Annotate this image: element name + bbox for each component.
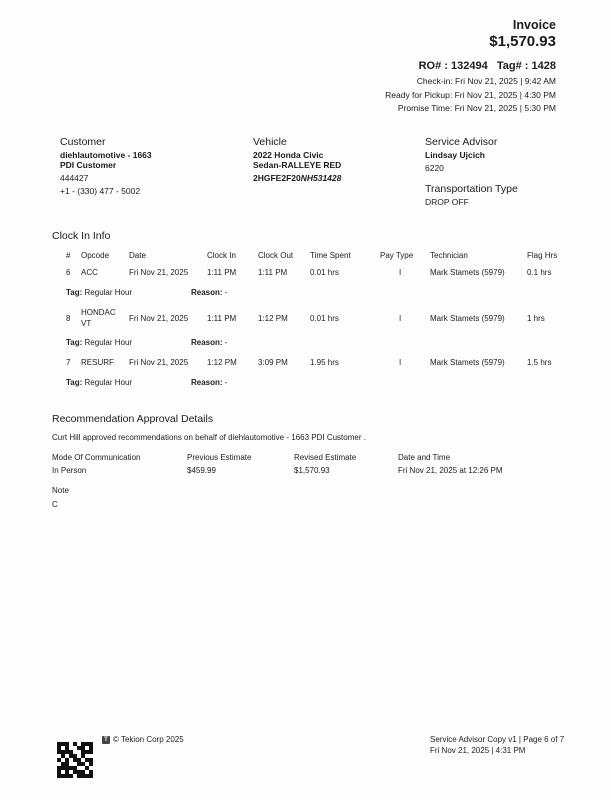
note-label: Note <box>52 486 69 495</box>
row-tag <box>66 338 132 347</box>
col-technician: Technician <box>430 251 468 260</box>
note-value: C <box>52 500 58 509</box>
reason-value: - <box>224 338 228 347</box>
copyright: © Tekion Corp 2025 <box>113 735 184 744</box>
row-time-spent: 1.95 hrs <box>310 358 339 367</box>
row-clock-in: 1:12 PM <box>207 358 237 367</box>
datetime-value: Fri Nov 21, 2025 at 12:26 PM <box>398 466 503 475</box>
row-num: 7 <box>66 358 71 367</box>
customer-heading: Customer <box>60 136 106 148</box>
revised-estimate-label: Revised Estimate <box>294 453 357 462</box>
advisor-name: Lindsay Ujcich <box>425 150 485 160</box>
invoice-total: $1,570.93 <box>489 33 556 50</box>
previous-estimate-value: $459.99 <box>187 466 216 475</box>
row-clock-out: 1:11 PM <box>258 268 288 277</box>
col-opcode: Opcode <box>81 251 110 260</box>
row-opcode: ACC <box>81 268 98 277</box>
copy-info: Service Advisor Copy v1 | Page 6 of 7 <box>430 735 565 744</box>
row-pay-type: I <box>399 314 402 323</box>
tag-value: Regular Hour <box>84 378 133 387</box>
recommendation-title: Recommendation Approval Details <box>52 413 214 425</box>
reason-label: Reason: <box>191 378 223 387</box>
col-flag-hrs: Flag Hrs <box>527 251 558 260</box>
row-clock-in: 1:11 PM <box>207 314 237 323</box>
row-time-spent: 0.01 hrs <box>310 268 339 277</box>
col-clock-out: Clock Out <box>258 251 294 260</box>
row-technician: Mark Stamets (5979) <box>430 358 505 367</box>
row-technician: Mark Stamets (5979) <box>430 268 505 277</box>
row-clock-in: 1:11 PM <box>207 268 237 277</box>
ro-tag-line: RO# : 132494 Tag# : 1428 <box>418 60 556 72</box>
tag-label: Tag: <box>66 378 83 387</box>
row-pay-type: I <box>399 358 402 367</box>
ro-number: 132494 <box>450 60 488 72</box>
row-date: Fri Nov 21, 2025 <box>129 314 189 323</box>
row-opcode-cont: VT <box>81 319 92 328</box>
check-in: Check-in: Fri Nov 21, 2025 | 9:42 AM <box>416 76 556 86</box>
ready-for-pickup: Ready for Pickup: Fri Nov 21, 2025 | 4:30 PM <box>385 90 556 100</box>
row-reason <box>191 378 227 387</box>
reason-value: - <box>224 288 228 297</box>
row-clock-out: 1:12 PM <box>258 314 288 323</box>
row-num: 8 <box>66 314 71 323</box>
col-time-spent: Time Spent <box>310 251 351 260</box>
reason-value: - <box>224 378 228 387</box>
col-num: # <box>66 251 71 260</box>
row-reason <box>191 288 227 297</box>
vin-prefix: 2HGFE2F20 <box>253 173 301 183</box>
tag-number: 1428 <box>531 60 556 72</box>
customer-id: 444427 <box>60 173 89 183</box>
printed-time: Fri Nov 21, 2025 | 4:31 PM <box>430 746 526 755</box>
tag-value: Regular Hour <box>84 288 133 297</box>
row-clock-out: 3:09 PM <box>258 358 288 367</box>
row-pay-type: I <box>399 268 402 277</box>
datetime-label: Date and Time <box>398 453 451 462</box>
advisor-code: 6220 <box>425 163 444 173</box>
revised-estimate-value: $1,570.93 <box>294 466 330 475</box>
tekion-logo-icon: T <box>102 736 110 744</box>
row-flag-hrs: 1.5 hrs <box>527 358 552 367</box>
vehicle-vin <box>253 173 341 184</box>
row-date: Fri Nov 21, 2025 <box>129 268 189 277</box>
tag-label: Tag: <box>66 338 83 347</box>
row-tag <box>66 378 132 387</box>
previous-estimate-label: Previous Estimate <box>187 453 252 462</box>
qr-code-icon <box>57 742 93 778</box>
row-reason <box>191 338 227 347</box>
mode-label: Mode Of Communication <box>52 453 141 462</box>
row-time-spent: 0.01 hrs <box>310 314 339 323</box>
row-flag-hrs: 1 hrs <box>527 314 545 323</box>
advisor-heading: Service Advisor <box>425 136 498 148</box>
ro-label: RO# <box>418 60 442 72</box>
row-tag <box>66 288 132 297</box>
vehicle-heading: Vehicle <box>253 136 287 148</box>
reason-label: Reason: <box>191 288 223 297</box>
transport-heading: Transportation Type <box>425 183 518 195</box>
reason-label: Reason: <box>191 338 223 347</box>
row-opcode: HONDAC <box>81 308 116 317</box>
mode-value: In Person <box>52 466 87 475</box>
col-date: Date <box>129 251 146 260</box>
transport-value: DROP OFF <box>425 197 469 207</box>
recommendation-statement: Curt Hill approved recommendations on behalf of diehlautomotive - 1663 PDI Customer . <box>52 433 366 442</box>
row-num: 6 <box>66 268 71 277</box>
customer-name-2: PDI Customer <box>60 160 117 170</box>
col-pay-type: Pay Type <box>380 251 414 260</box>
vin-suffix: NH531428 <box>300 173 342 183</box>
col-clock-in: Clock In <box>207 251 236 260</box>
vehicle-trim: Sedan-RALLEYE RED <box>253 160 342 170</box>
tag-label: Tag: <box>66 288 83 297</box>
row-opcode: RESURF <box>81 358 114 367</box>
customer-name-1: diehlautomotive - 1663 <box>60 150 152 160</box>
promise-time: Promise Time: Fri Nov 21, 2025 | 5:30 PM <box>397 103 556 113</box>
tag-value: Regular Hour <box>84 338 133 347</box>
row-flag-hrs: 0.1 hrs <box>527 268 552 277</box>
tag-label: Tag# <box>496 60 522 72</box>
doc-type: Invoice <box>512 18 556 32</box>
vehicle-model: 2022 Honda Civic <box>253 150 324 160</box>
clock-in-title: Clock In Info <box>52 230 111 242</box>
row-date: Fri Nov 21, 2025 <box>129 358 189 367</box>
row-technician: Mark Stamets (5979) <box>430 314 505 323</box>
customer-phone: +1 - (330) 477 - 5002 <box>60 186 141 196</box>
